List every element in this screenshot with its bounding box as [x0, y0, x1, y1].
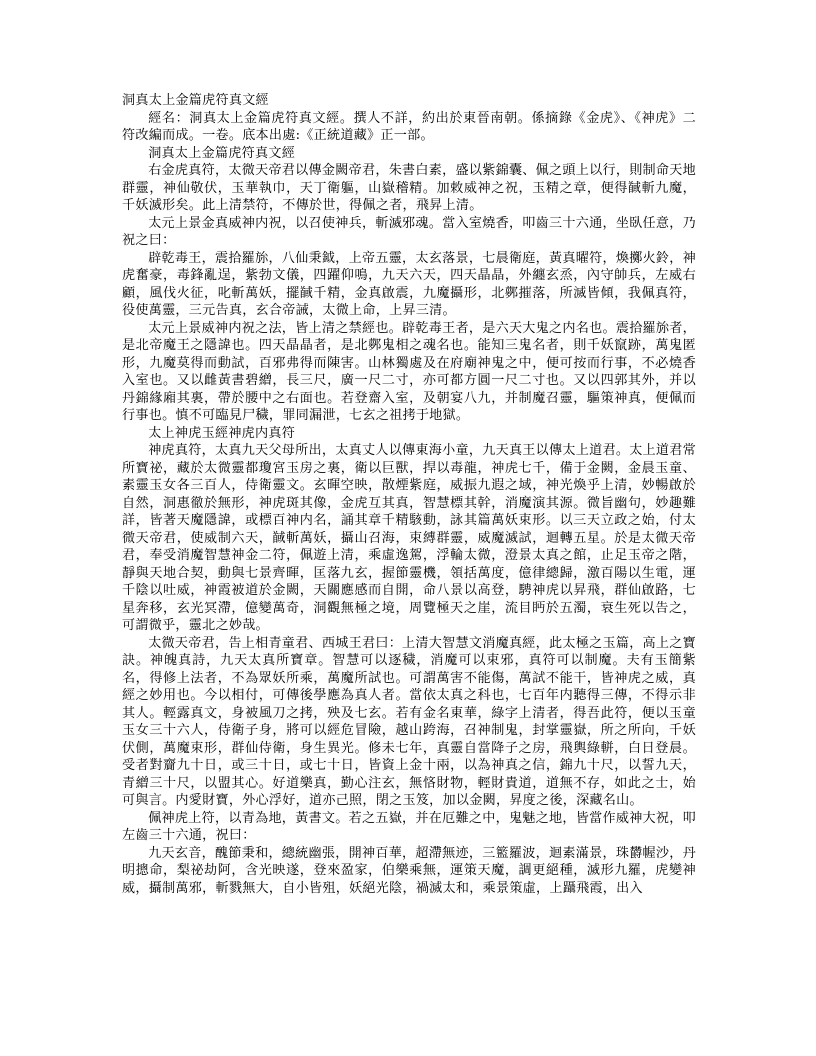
document-text-body: [122, 92, 696, 897]
paragraph-pei-shenhu: 佩神虎上符，以青為地，黃書文。若之五嶽，并在厄難之中，鬼魅之地，皆當作威神大祝，叩左齒三十六通，祝曰：: [122, 810, 696, 843]
paragraph-incantation-second: 九天玄音，醜節秉和，總統幽張，開神百華，超滯無迹，三籃羅波，迴素滿景，珠欝幄沙，丹明摠命，梨祕劫阿，含光映遂，登來盈家，伯樂乘無，運策天魔，調更絕種，滅形九羅，虎變神威，攝制萬邪，斬戮無大，自小皆殂，妖絕光陰，禍滅太和，乘景策虛，上躡飛霞，出入: [122, 845, 696, 896]
paragraph-incantation-first: 辟乾毒王，震拾羅旀，八仙秉鉞，上帝五靈，太玄落景，七晨衛庭，黃真曜符，煥擲火鈴，神虎奮豪，毒鋒亂逞，紫勃文儀，四躍仰鳴，九天六天，四天晶晶，外纏玄烝，內守帥兵，左威右顧，風伐火征，叱斬萬妖，擺馘千精，金真啟震，九魔攝形，北鄸摧落，所滅皆傾，我佩真符，役使萬靈，三元告真，玄合帝誡，太微上命，上昇三清。: [122, 250, 696, 318]
paragraph-shenhu-zhenfu: 神虎真符，太真九天父母所出，太真丈人以傳東海小童，九天真王以傳太上道君。太上道君常所寶祕，藏於太微靈都瓊宮玉房之裏，衛以巨獸，捍以毒龍，神虎七千，備于金闕，金晨玉童、素靈玉女各三百人，侍衛靈文。玄暉空映，散煙紫庭，威振九遐之域，神光煥乎上清，妙暢啟於自然，洞惠徹於無形，神虎斑其像，金虎互其真，智慧標其幹，消魔演其源。微旨幽句，妙趣難詳，皆著天魔隱諱，或標百神内名，誦其章千精駭動，詠其篇萬妖束形。以三天立政之始，付太微天帝君，使威制六天，馘斬萬妖，攝山召海，束縛群靈，威魔滅試，迴轉五星。於是太微天帝君，奉受消魔智慧神金二符，佩遊上清，乘虛逸駕，浮輪太微，澄景太真之館，止足玉帝之階，靜與天地合契，動與七景齊暉，匡落九玄，握節靈機，領括萬度，億律總歸，激百陽以生電，運千陰以吐威，神霞被道於金闕，天關應感而自開，命八景以高登，騁神虎以昇飛，群仙啟路，七星奔移，玄光冥滯，億變萬奇，洞觀無極之境，周覽極天之崖，流目眄於五濁，衰生死以告之，可謂微乎，靈北之妙哉。: [122, 443, 696, 633]
document-title-heading: 洞真太上金篇虎符真文經: [122, 93, 269, 108]
inner-title-heading: 洞真太上金篇虎符真文經: [148, 145, 296, 161]
colophon-paragraph: 經名：洞真太上金篇虎符真文經。撰人不詳，約出於東晉南朝。係摘錄《金虎》、《神虎》二符改編而成。一卷。底本出處:《正統道藏》正一部。: [122, 110, 696, 143]
paragraph-explanation: 太元上景威神内祝之法，皆上清之禁經也。辟乾毒王者，是六天大鬼之内名也。震拾羅旀者，是北帝魔王之隱諱也。四天晶晶者，是北鄸鬼相之魂名也。能知三鬼名者，則千妖竄跡，萬鬼匿形，九魔莫得而動試，百邪弗得而陳害。山林獨處及在府廟神鬼之中，便可按而行事，不必燒香入室也。又以雌黃書碧繒，長三尺，廣一尺二寸，亦可都方圓一尺二寸也。又以四郭其外，并以丹錦緣廂其裏，帶於腰中之右面也。若登齋入室，及朝宴八九，并制魔召靈，驅策神真，便佩而行事也。慎不可臨見尸穢，罪同漏泄，七玄之祖拷于地獄。: [122, 320, 696, 423]
heading-shenhu-yujing: 太上神虎玉經神虎内真符: [148, 425, 296, 441]
paragraph-taiwei-tiandijun: 太微天帝君，告上相青童君、西城王君曰：上清大智慧文消魔真經，此太極之玉篇，高上之寶訣。神魄真詩，九天太真所寶章。智慧可以逐穢，消魔可以束邪，真符可以制魔。夫有玉簡紫名，得修上法者，不為眾妖所乘，萬魔所試也。可謂萬害不能傷，萬試不能干，皆神虎之威，真經之妙用也。今以相付，可傳後學應為真人者。當依太真之科也，七百年内聽得三傳，不得示非其人。輕露真文，身被風刀之拷，殃及七玄。若有金名東華，綠字上清者，得吾此符，便以玉童玉女三十六人，侍衛子身，將可以經危冒險，越山跨海，召神制鬼，封掌靈嶽，所之所向，千妖伏側，萬魔束形，群仙侍衛，身生異光。修未七年，真靈自當降子之房，飛輿綠軿，白日登晨。受者對齎九十日，或三十日，或七十日，皆資上金十兩，以為神真之信，錦九十尺，以誓九天，青繒三十尺，以盟其心。好道樂真，勤心注玄，無悋財物，輕財貴道，道無不存，如此之士，始可與言。内愛財寶，外心浮好，道亦己照，閉之玉笈，加以金闕，昇度之後，深藏名山。: [122, 635, 696, 808]
paragraph-jinhu-zhenfu: 右金虎真符，太微天帝君以傳金闕帝君，朱書白素，盛以紫錦囊、佩之頭上以行，則制命天地群靈，神仙敬伏，玉華執巾，天丁衛軀，山嶽稽精。加敕威神之祝，玉精之章，便得馘斬九魔，千妖滅形矣。此上清禁符，不傳於世，得佩之者，飛昇上清。: [122, 163, 696, 213]
paragraph-taiyuan-shangjing: 太元上景金真威神内祝，以召使神兵，斬滅邪魂。當入室燒香，叩齒三十六通，坐臥任意，乃祝之曰：: [122, 215, 696, 248]
